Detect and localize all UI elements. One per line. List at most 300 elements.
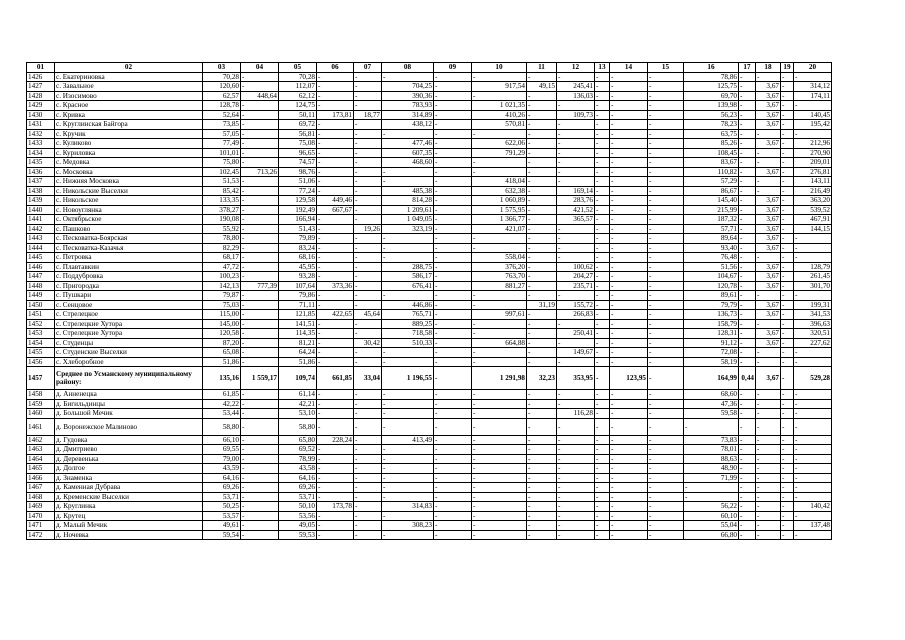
settlement-name-cell: с. Стрелецкие Хутора bbox=[55, 319, 203, 329]
table-row bbox=[27, 82, 832, 92]
value-cell: - bbox=[794, 511, 832, 521]
row-number-cell: 1454 bbox=[27, 338, 55, 348]
value-cell: 3,67 bbox=[756, 300, 781, 310]
value-cell: - bbox=[354, 148, 382, 158]
value-cell: - bbox=[472, 243, 527, 253]
value-cell: - bbox=[527, 243, 557, 253]
value-cell: - bbox=[595, 338, 610, 348]
value-cell: - bbox=[472, 530, 527, 540]
value-cell: - bbox=[241, 82, 279, 92]
value-cell: - bbox=[781, 215, 794, 225]
value-cell: - bbox=[241, 262, 279, 272]
column-header: 15 bbox=[648, 63, 684, 73]
value-cell: - bbox=[781, 483, 794, 493]
value-cell: 49,61 bbox=[203, 521, 241, 531]
value-cell: 59,53 bbox=[279, 530, 317, 540]
value-cell: 70,28 bbox=[279, 72, 317, 82]
value-cell: - bbox=[610, 329, 648, 339]
column-header: 05 bbox=[279, 63, 317, 73]
value-cell: 68,60 bbox=[684, 390, 739, 400]
value-cell: 142,13 bbox=[203, 281, 241, 291]
value-cell: 88,63 bbox=[684, 454, 739, 464]
value-cell: 82,29 bbox=[203, 243, 241, 253]
value-cell: - bbox=[472, 319, 527, 329]
column-header: 14 bbox=[610, 63, 648, 73]
value-cell: - bbox=[610, 348, 648, 358]
table-row bbox=[27, 91, 832, 101]
value-cell: 100,62 bbox=[557, 262, 595, 272]
value-cell: - bbox=[648, 129, 684, 139]
value-cell: - bbox=[527, 357, 557, 367]
value-cell: - bbox=[241, 224, 279, 234]
value-cell: - bbox=[756, 390, 781, 400]
value-cell: - bbox=[781, 110, 794, 120]
table-row bbox=[27, 72, 832, 82]
value-cell: 57,71 bbox=[684, 224, 739, 234]
value-cell: 48,90 bbox=[684, 464, 739, 474]
table-row bbox=[27, 281, 832, 291]
value-cell: - bbox=[557, 158, 595, 168]
value-cell: - bbox=[781, 177, 794, 187]
value-cell: 71,11 bbox=[279, 300, 317, 310]
value-cell: - bbox=[610, 196, 648, 206]
value-cell: 3,67 bbox=[756, 167, 781, 177]
row-number-cell: 1458 bbox=[27, 390, 55, 400]
value-cell: 1 209,61 bbox=[382, 205, 434, 215]
value-cell: - bbox=[595, 300, 610, 310]
value-cell: - bbox=[794, 445, 832, 455]
value-cell: 53,44 bbox=[203, 409, 241, 419]
value-cell: 889,25 bbox=[382, 319, 434, 329]
row-number-cell: 1452 bbox=[27, 319, 55, 329]
value-cell: 174,11 bbox=[794, 91, 832, 101]
row-number-cell: 1465 bbox=[27, 464, 55, 474]
value-cell: 83,24 bbox=[279, 243, 317, 253]
value-cell: - bbox=[241, 338, 279, 348]
value-cell: - bbox=[382, 399, 434, 409]
value-cell: - bbox=[527, 329, 557, 339]
value-cell: - bbox=[648, 120, 684, 130]
value-cell: - bbox=[739, 120, 756, 130]
value-cell: 71,99 bbox=[684, 473, 739, 483]
row-number-cell: 1468 bbox=[27, 492, 55, 502]
value-cell: - bbox=[794, 464, 832, 474]
column-header: 02 bbox=[55, 63, 203, 73]
value-cell: - bbox=[610, 473, 648, 483]
value-cell: 199,31 bbox=[794, 300, 832, 310]
settlement-name-cell: с. Стрелецкие Хутора bbox=[55, 329, 203, 339]
value-cell: - bbox=[434, 205, 472, 215]
value-cell: - bbox=[739, 205, 756, 215]
value-cell: - bbox=[781, 338, 794, 348]
table-body bbox=[27, 63, 832, 540]
value-cell: - bbox=[781, 148, 794, 158]
table-row bbox=[27, 110, 832, 120]
value-cell: 65,80 bbox=[279, 435, 317, 445]
value-cell: 173,78 bbox=[317, 502, 354, 512]
settlement-name-cell: с. Поддубровка bbox=[55, 272, 203, 282]
table-row bbox=[27, 521, 832, 531]
table-row bbox=[27, 329, 832, 339]
value-cell: - bbox=[354, 502, 382, 512]
row-number-cell: 1472 bbox=[27, 530, 55, 540]
value-cell: 3,67 bbox=[756, 91, 781, 101]
value-cell: - bbox=[241, 177, 279, 187]
value-cell: - bbox=[595, 319, 610, 329]
value-cell: - bbox=[610, 319, 648, 329]
value-cell: - bbox=[595, 139, 610, 149]
value-cell: - bbox=[781, 357, 794, 367]
value-cell: 135,16 bbox=[203, 367, 241, 390]
value-cell: - bbox=[354, 390, 382, 400]
header-row bbox=[27, 63, 832, 73]
value-cell: 143,11 bbox=[794, 177, 832, 187]
value-cell: - bbox=[354, 272, 382, 282]
value-cell: - bbox=[756, 186, 781, 196]
value-cell: - bbox=[354, 243, 382, 253]
value-cell: - bbox=[781, 418, 794, 435]
value-cell: 155,72 bbox=[557, 300, 595, 310]
value-cell: 75,08 bbox=[279, 139, 317, 149]
value-cell: - bbox=[241, 435, 279, 445]
value-cell: 120,60 bbox=[203, 82, 241, 92]
value-cell: 62,57 bbox=[203, 91, 241, 101]
value-cell: 50,11 bbox=[279, 110, 317, 120]
value-cell: - bbox=[739, 224, 756, 234]
value-cell: - bbox=[781, 435, 794, 445]
value-cell: - bbox=[595, 418, 610, 435]
value-cell: 510,33 bbox=[382, 338, 434, 348]
settlement-name-cell: д. Каменная Дубрава bbox=[55, 483, 203, 493]
value-cell: 421,07 bbox=[472, 224, 527, 234]
value-cell: 66,80 bbox=[684, 530, 739, 540]
value-cell: - bbox=[648, 281, 684, 291]
value-cell: - bbox=[472, 435, 527, 445]
value-cell: - bbox=[241, 530, 279, 540]
value-cell: - bbox=[648, 158, 684, 168]
value-cell: - bbox=[610, 101, 648, 111]
value-cell: - bbox=[354, 418, 382, 435]
value-cell: - bbox=[317, 101, 354, 111]
settlement-name-cell: с. Плавтавкин bbox=[55, 262, 203, 272]
value-cell: - bbox=[739, 319, 756, 329]
settlement-name-cell: д. Воронежское Малиново bbox=[55, 418, 203, 435]
value-cell: 3,67 bbox=[756, 139, 781, 149]
value-cell: 187,32 bbox=[684, 215, 739, 225]
table-row bbox=[27, 483, 832, 493]
value-cell: - bbox=[610, 310, 648, 320]
row-number-cell: 1446 bbox=[27, 262, 55, 272]
value-cell: - bbox=[739, 338, 756, 348]
value-cell: 125,75 bbox=[684, 82, 739, 92]
value-cell: - bbox=[527, 129, 557, 139]
value-cell: - bbox=[610, 530, 648, 540]
value-cell: - bbox=[781, 129, 794, 139]
value-cell: - bbox=[781, 329, 794, 339]
value-cell: - bbox=[317, 253, 354, 263]
settlement-name-cell: с. Студенцы bbox=[55, 338, 203, 348]
value-cell: 68,17 bbox=[203, 253, 241, 263]
row-number-cell: 1455 bbox=[27, 348, 55, 358]
value-cell: 212,96 bbox=[794, 139, 832, 149]
value-cell: 140,45 bbox=[794, 110, 832, 120]
value-cell: - bbox=[610, 300, 648, 310]
value-cell: 78,80 bbox=[203, 234, 241, 244]
value-cell: - bbox=[739, 167, 756, 177]
value-cell: - bbox=[610, 243, 648, 253]
value-cell: - bbox=[781, 272, 794, 282]
table-row bbox=[27, 205, 832, 215]
value-cell: - bbox=[434, 110, 472, 120]
settlement-name-cell: д. Долгое bbox=[55, 464, 203, 474]
value-cell: - bbox=[595, 399, 610, 409]
value-cell: - bbox=[595, 357, 610, 367]
value-cell: 622,06 bbox=[472, 139, 527, 149]
value-cell: - bbox=[317, 483, 354, 493]
value-cell: - bbox=[781, 253, 794, 263]
value-cell: - bbox=[382, 177, 434, 187]
table-row bbox=[27, 253, 832, 263]
value-cell: 133,35 bbox=[203, 196, 241, 206]
settlement-name-cell: с. Круглинская Байгора bbox=[55, 120, 203, 130]
value-cell: - bbox=[241, 101, 279, 111]
settlement-name-cell: с. Куликово bbox=[55, 139, 203, 149]
value-cell: 33,04 bbox=[354, 367, 382, 390]
row-number-cell: 1463 bbox=[27, 445, 55, 455]
value-cell: 814,28 bbox=[382, 196, 434, 206]
table-row bbox=[27, 530, 832, 540]
table-row bbox=[27, 186, 832, 196]
value-cell: - bbox=[756, 521, 781, 531]
value-cell: 410,26 bbox=[472, 110, 527, 120]
value-cell: - bbox=[610, 72, 648, 82]
value-cell: - bbox=[595, 464, 610, 474]
value-cell: - bbox=[472, 492, 527, 502]
row-number-cell: 1442 bbox=[27, 224, 55, 234]
value-cell: - bbox=[595, 129, 610, 139]
value-cell: - bbox=[241, 186, 279, 196]
value-cell: 91,12 bbox=[684, 338, 739, 348]
value-cell: 418,04 bbox=[472, 177, 527, 187]
value-cell: - bbox=[781, 399, 794, 409]
value-cell: - bbox=[241, 348, 279, 358]
value-cell: - bbox=[434, 196, 472, 206]
value-cell: 396,63 bbox=[794, 319, 832, 329]
value-cell: - bbox=[527, 492, 557, 502]
value-cell: - bbox=[794, 357, 832, 367]
value-cell: 32,23 bbox=[527, 367, 557, 390]
value-cell: 713,26 bbox=[241, 167, 279, 177]
value-cell: 376,20 bbox=[472, 262, 527, 272]
value-cell: 881,27 bbox=[472, 281, 527, 291]
value-cell: 77,49 bbox=[203, 139, 241, 149]
settlement-name-cell: д. Деревенька bbox=[55, 454, 203, 464]
value-cell: - bbox=[739, 262, 756, 272]
value-cell: - bbox=[472, 464, 527, 474]
settlement-name-cell: Среднее по Усманскому муниципальному району: bbox=[55, 367, 203, 390]
column-header: 06 bbox=[317, 63, 354, 73]
value-cell: 93,40 bbox=[684, 243, 739, 253]
value-cell: - bbox=[241, 72, 279, 82]
value-cell: - bbox=[610, 272, 648, 282]
row-number-cell: 1436 bbox=[27, 167, 55, 177]
value-cell: - bbox=[610, 418, 648, 435]
value-cell: - bbox=[557, 243, 595, 253]
value-cell: - bbox=[354, 492, 382, 502]
row-number-cell: 1456 bbox=[27, 357, 55, 367]
value-cell: 1 559,17 bbox=[241, 367, 279, 390]
value-cell: - bbox=[739, 357, 756, 367]
value-cell: - bbox=[434, 445, 472, 455]
value-cell: - bbox=[739, 272, 756, 282]
value-cell: 0,44 bbox=[739, 367, 756, 390]
value-cell: - bbox=[557, 129, 595, 139]
value-cell: - bbox=[241, 319, 279, 329]
value-cell: 53,10 bbox=[279, 409, 317, 419]
value-cell: - bbox=[434, 338, 472, 348]
value-cell: - bbox=[527, 473, 557, 483]
value-cell: - bbox=[794, 435, 832, 445]
value-cell: - bbox=[739, 158, 756, 168]
row-number-cell: 1444 bbox=[27, 243, 55, 253]
value-cell: - bbox=[648, 445, 684, 455]
value-cell: - bbox=[382, 483, 434, 493]
value-cell: - bbox=[739, 454, 756, 464]
table-row bbox=[27, 148, 832, 158]
value-cell: 216,49 bbox=[794, 186, 832, 196]
value-cell: - bbox=[648, 329, 684, 339]
value-cell: 141,51 bbox=[279, 319, 317, 329]
value-cell: - bbox=[648, 139, 684, 149]
settlement-name-cell: д. Знаменка bbox=[55, 473, 203, 483]
value-cell: - bbox=[756, 129, 781, 139]
value-cell: 128,79 bbox=[794, 262, 832, 272]
settlement-name-cell: с. Кручик bbox=[55, 129, 203, 139]
value-cell: - bbox=[739, 139, 756, 149]
value-cell: 209,01 bbox=[794, 158, 832, 168]
value-cell: 763,70 bbox=[472, 272, 527, 282]
value-cell: 718,58 bbox=[382, 329, 434, 339]
value-cell: - bbox=[354, 158, 382, 168]
value-cell: - bbox=[434, 186, 472, 196]
value-cell: - bbox=[557, 139, 595, 149]
value-cell: - bbox=[595, 91, 610, 101]
table-row bbox=[27, 310, 832, 320]
value-cell: - bbox=[382, 409, 434, 419]
value-cell: - bbox=[241, 390, 279, 400]
value-cell: - bbox=[527, 177, 557, 187]
value-cell: - bbox=[794, 243, 832, 253]
value-cell: - bbox=[241, 234, 279, 244]
value-cell: - bbox=[241, 454, 279, 464]
value-cell: 195,42 bbox=[794, 120, 832, 130]
value-cell: - bbox=[595, 158, 610, 168]
value-cell: 79,86 bbox=[279, 291, 317, 301]
value-cell: 270,90 bbox=[794, 148, 832, 158]
value-cell: - bbox=[781, 262, 794, 272]
value-cell: - bbox=[794, 418, 832, 435]
value-cell: 468,60 bbox=[382, 158, 434, 168]
value-cell: - bbox=[756, 445, 781, 455]
value-cell: - bbox=[781, 390, 794, 400]
value-cell: - bbox=[595, 492, 610, 502]
row-number-cell: 1471 bbox=[27, 521, 55, 531]
value-cell: - bbox=[527, 511, 557, 521]
value-cell: 664,88 bbox=[472, 338, 527, 348]
value-cell: - bbox=[557, 319, 595, 329]
value-cell: - bbox=[781, 521, 794, 531]
value-cell: - bbox=[739, 464, 756, 474]
value-cell: - bbox=[739, 253, 756, 263]
value-cell: - bbox=[382, 492, 434, 502]
value-cell: - bbox=[317, 357, 354, 367]
column-header: 07 bbox=[354, 63, 382, 73]
value-cell: - bbox=[434, 281, 472, 291]
value-cell: - bbox=[756, 473, 781, 483]
settlement-name-cell: с. Никольское bbox=[55, 196, 203, 206]
value-cell: 57,05 bbox=[203, 129, 241, 139]
value-cell: - bbox=[241, 483, 279, 493]
value-cell: - bbox=[382, 348, 434, 358]
column-header: 17 bbox=[739, 63, 756, 73]
value-cell: - bbox=[557, 148, 595, 158]
value-cell: 128,31 bbox=[684, 329, 739, 339]
value-cell: 77,24 bbox=[279, 186, 317, 196]
value-cell: 124,75 bbox=[279, 101, 317, 111]
value-cell: 107,64 bbox=[279, 281, 317, 291]
value-cell: - bbox=[527, 158, 557, 168]
value-cell: 3,67 bbox=[756, 272, 781, 282]
settlement-name-cell: д. Ночевка bbox=[55, 530, 203, 540]
table-row bbox=[27, 262, 832, 272]
table-row bbox=[27, 445, 832, 455]
value-cell: - bbox=[527, 120, 557, 130]
value-cell: - bbox=[241, 205, 279, 215]
value-cell: - bbox=[739, 110, 756, 120]
value-cell: 323,19 bbox=[382, 224, 434, 234]
value-cell: - bbox=[595, 205, 610, 215]
value-cell: - bbox=[354, 483, 382, 493]
value-cell: - bbox=[781, 367, 794, 390]
value-cell: 570,81 bbox=[472, 120, 527, 130]
value-cell: 413,49 bbox=[382, 435, 434, 445]
value-cell: 78,99 bbox=[279, 454, 317, 464]
value-cell: - bbox=[241, 418, 279, 435]
value-cell: 56,22 bbox=[684, 502, 739, 512]
value-cell: 139,98 bbox=[684, 101, 739, 111]
value-cell: - bbox=[610, 91, 648, 101]
value-cell: - bbox=[472, 329, 527, 339]
value-cell: - bbox=[382, 418, 434, 435]
value-cell: - bbox=[317, 82, 354, 92]
row-number-cell: 1431 bbox=[27, 120, 55, 130]
value-cell: - bbox=[595, 530, 610, 540]
value-cell: - bbox=[610, 390, 648, 400]
value-cell: - bbox=[472, 348, 527, 358]
value-cell: - bbox=[317, 409, 354, 419]
value-cell: - bbox=[317, 243, 354, 253]
value-cell: 43,59 bbox=[203, 464, 241, 474]
value-cell: - bbox=[472, 158, 527, 168]
value-cell: - bbox=[527, 91, 557, 101]
value-cell: - bbox=[527, 281, 557, 291]
row-number-cell: 1462 bbox=[27, 435, 55, 445]
value-cell: - bbox=[317, 319, 354, 329]
value-cell: - bbox=[317, 186, 354, 196]
value-cell: - bbox=[794, 101, 832, 111]
table-row bbox=[27, 291, 832, 301]
table-row bbox=[27, 139, 832, 149]
